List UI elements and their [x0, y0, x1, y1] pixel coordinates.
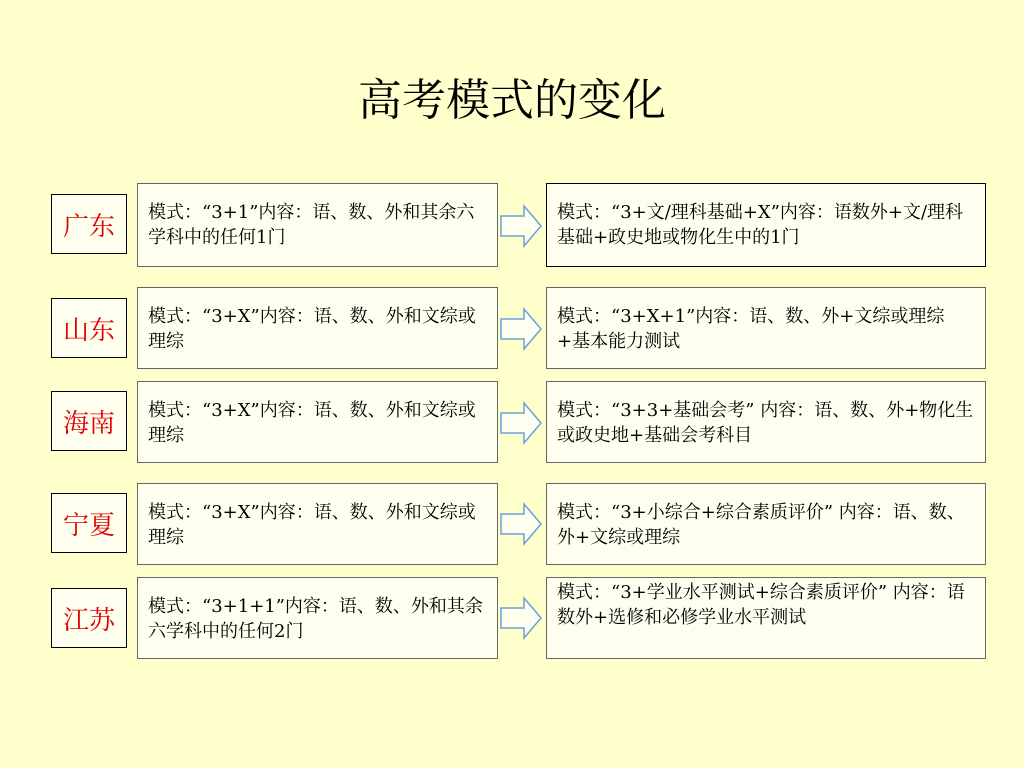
province-label-jiangsu: 江苏 — [51, 588, 127, 648]
old-mode-box-ningxia: 模式：“3+X”内容：语、数、外和文综或理综 — [137, 483, 498, 565]
right-arrow-icon — [500, 401, 542, 445]
province-label-hainan: 海南 — [51, 391, 127, 451]
old-mode-box-hainan: 模式：“3+X”内容：语、数、外和文综或理综 — [137, 381, 498, 463]
new-mode-box-jiangsu: 模式：“3+学业水平测试+综合素质评价” 内容：语数外+选修和必修学业水平测试 — [546, 577, 986, 659]
new-mode-box-guangdong: 模式：“3+文/理科基础+X”内容：语数外+文/理科基础+政史地或物化生中的1门 — [546, 183, 986, 267]
new-mode-box-hainan: 模式：“3+3+基础会考” 内容：语、数、外+物化生或政史地+基础会考科目 — [546, 381, 986, 463]
province-label-guangdong: 广东 — [51, 194, 127, 254]
old-mode-box-shandong: 模式：“3+X”内容：语、数、外和文综或理综 — [137, 287, 498, 369]
new-mode-box-shandong: 模式：“3+X+1”内容：语、数、外+文综或理综+基本能力测试 — [546, 287, 986, 369]
right-arrow-icon — [500, 204, 542, 248]
province-label-ningxia: 宁夏 — [51, 493, 127, 553]
right-arrow-icon — [500, 502, 542, 546]
new-mode-box-ningxia: 模式：“3+小综合+综合素质评价” 内容：语、数、外+文综或理综 — [546, 483, 986, 565]
right-arrow-icon — [500, 307, 542, 351]
province-label-shandong: 山东 — [51, 298, 127, 358]
old-mode-box-jiangsu: 模式：“3+1+1”内容：语、数、外和其余六学科中的任何2门 — [137, 577, 498, 659]
page-title: 高考模式的变化 — [358, 75, 666, 126]
right-arrow-icon — [500, 596, 542, 640]
old-mode-box-guangdong: 模式：“3+1”内容：语、数、外和其余六学科中的任何1门 — [137, 183, 498, 267]
